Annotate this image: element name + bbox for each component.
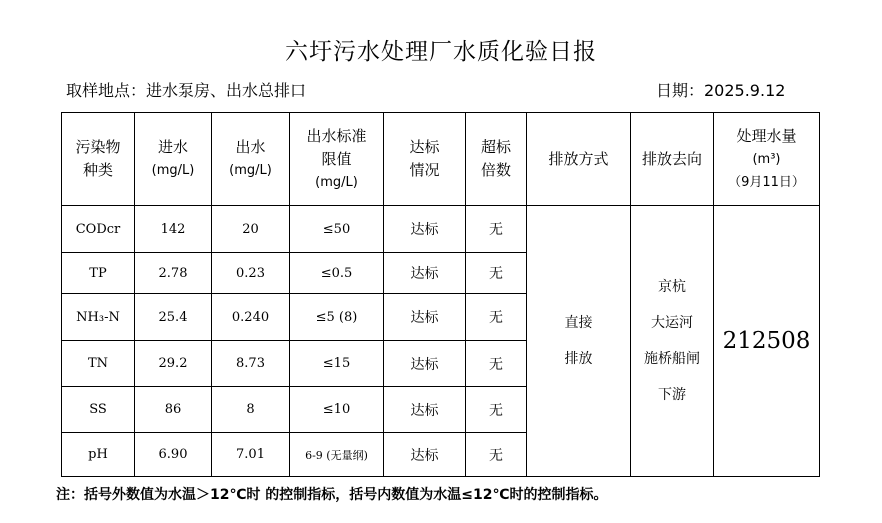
- treated-volume: 212508: [714, 206, 820, 477]
- header-pollutant-line1: 污染物: [75, 138, 121, 156]
- effluent-value: 7.01: [212, 433, 290, 477]
- compliance-status: 达标: [384, 387, 466, 433]
- pollutant-name: TP: [62, 253, 135, 294]
- header-compliance: [384, 113, 466, 206]
- compliance-status: 达标: [384, 294, 466, 341]
- influent-value: 86: [135, 387, 212, 433]
- header-compliance-line2: 情况: [409, 161, 440, 179]
- discharge-mode-line1: 直接: [564, 315, 593, 331]
- exceed-times: 无: [466, 294, 527, 341]
- destination-line3: 施桥船闸: [644, 351, 700, 367]
- header-exceed-line2: 倍数: [480, 161, 511, 179]
- exceed-times: 无: [466, 253, 527, 294]
- influent-value: 25.4: [135, 294, 212, 341]
- influent-value: 2.78: [135, 253, 212, 294]
- destination-line4: 下游: [658, 387, 686, 403]
- pollutant-name: TN: [62, 341, 135, 387]
- compliance-status: 达标: [384, 253, 466, 294]
- effluent-value: 8.73: [212, 341, 290, 387]
- compliance-status: 达标: [384, 206, 466, 253]
- sampling-location: 取样地点：进水泵房、出水总排口: [66, 81, 307, 100]
- effluent-value: 0.240: [212, 294, 290, 341]
- header-volume: [714, 113, 820, 206]
- exceed-times: 无: [466, 206, 527, 253]
- header-volume-date: （9月11日）: [728, 174, 805, 190]
- pollutant-name: pH: [62, 433, 135, 477]
- header-compliance-line1: 达标: [409, 138, 440, 156]
- header-row: [62, 113, 820, 206]
- header-influent-unit: (mg/L): [151, 163, 195, 178]
- header-limit: [290, 113, 384, 206]
- destination-line1: 京杭: [658, 279, 686, 295]
- limit-value: ≤5 (8): [290, 294, 384, 341]
- effluent-value: 0.23: [212, 253, 290, 294]
- header-limit-line2: 限值: [321, 149, 352, 168]
- compliance-status: 达标: [384, 433, 466, 477]
- pollutant-name: SS: [62, 387, 135, 433]
- report-date: 日期：2025.9.12: [656, 81, 786, 100]
- water-quality-table: [61, 112, 820, 477]
- limit-value: ≤10: [290, 387, 384, 433]
- header-pollutant: [62, 113, 135, 206]
- header-limit-line1: 出水标准: [306, 126, 367, 145]
- exceed-times: 无: [466, 387, 527, 433]
- discharge-mode-line2: 排放: [564, 351, 593, 367]
- limit-value: 6-9 (无量纲): [290, 433, 384, 477]
- header-effluent: [212, 113, 290, 206]
- pollutant-name: NH₃-N: [62, 294, 135, 341]
- destination-line2: 大运河: [651, 315, 693, 331]
- report-title: 六圩污水处理厂水质化验日报: [285, 39, 597, 65]
- limit-value: ≤50: [290, 206, 384, 253]
- footnote: 注：括号外数值为水温＞12℃时 的控制指标，括号内数值为水温≤12℃时的控制指标。: [56, 487, 608, 503]
- header-effluent-line1: 出水: [235, 138, 266, 156]
- influent-value: 6.90: [135, 433, 212, 477]
- header-volume-unit: (m³): [752, 151, 781, 167]
- pollutant-name: CODcr: [62, 206, 135, 253]
- header-discharge-dest: 排放去向: [631, 113, 714, 206]
- discharge-destination: [631, 206, 714, 477]
- header-exceed: [466, 113, 527, 206]
- header-limit-unit: (mg/L): [315, 174, 358, 190]
- header-effluent-unit: (mg/L): [229, 163, 272, 178]
- header-pollutant-line2: 种类: [82, 161, 113, 179]
- discharge-mode: [527, 206, 631, 477]
- header-volume-line1: 处理水量: [736, 126, 797, 145]
- exceed-times: 无: [466, 433, 527, 477]
- header-exceed-line1: 超标: [480, 138, 511, 156]
- header-influent-line1: 进水: [157, 138, 188, 156]
- limit-value: ≤0.5: [290, 253, 384, 294]
- header-discharge-mode: 排放方式: [527, 113, 631, 206]
- effluent-value: 20: [212, 206, 290, 253]
- exceed-times: 无: [466, 341, 527, 387]
- header-influent: [135, 113, 212, 206]
- influent-value: 29.2: [135, 341, 212, 387]
- table-row: [62, 206, 820, 253]
- compliance-status: 达标: [384, 341, 466, 387]
- limit-value: ≤15: [290, 341, 384, 387]
- effluent-value: 8: [212, 387, 290, 433]
- influent-value: 142: [135, 206, 212, 253]
